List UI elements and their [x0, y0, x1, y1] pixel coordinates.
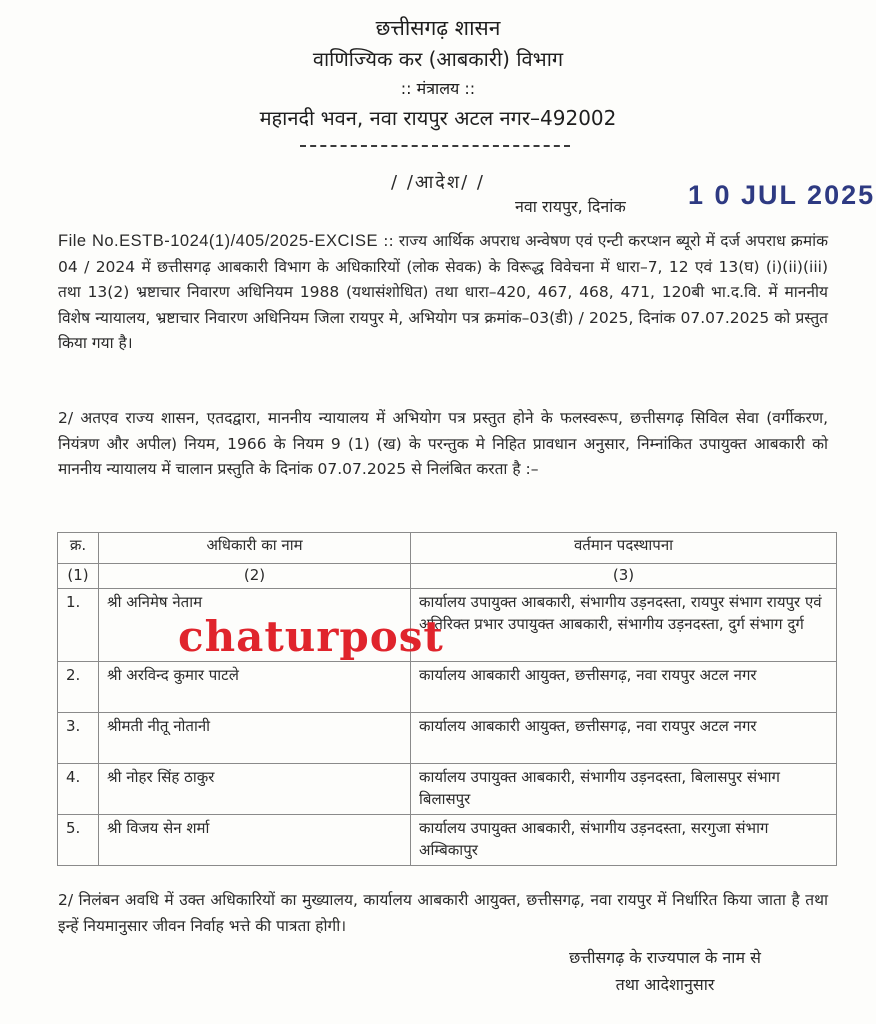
col-header-serial: क्र. [58, 533, 99, 564]
posting-cell: कार्यालय उपायुक्त आबकारी, संभागीय उड़नदस्ता, रायपुर संभाग रायपुर एवं अतिरिक्त प्रभार उपायुक्त आबकारी, संभागीय उड़नदस्ता, दुर्ग संभाग दुर्ग [411, 589, 837, 662]
index-cell: (3) [411, 564, 837, 589]
name-cell: श्री विजय सेन शर्मा [99, 815, 411, 866]
order-title: / /आदेश/ / [391, 172, 485, 193]
table-row [58, 815, 837, 866]
date-stamp: 1 0 JUL 2025 [688, 180, 876, 210]
department-name: वाणिज्यिक कर (आबकारी) विभाग [312, 47, 564, 71]
posting-cell: कार्यालय आबकारी आयुक्त, छत्तीसगढ़, नवा रायपुर अटल नगर [411, 713, 837, 764]
name-cell: श्रीमती नीतू नोतानी [99, 713, 411, 764]
serial-cell: 2. [58, 662, 99, 713]
col-header-name: अधिकारी का नाम [99, 533, 411, 564]
header-divider [300, 145, 570, 147]
paragraph-1 [58, 229, 828, 357]
table-row [58, 662, 837, 713]
officers-table [57, 532, 837, 866]
watermark-text: chaturpost [178, 612, 444, 661]
table-index-row [58, 564, 837, 589]
paragraph-3: 2/ निलंबन अवधि में उक्त अधिकारियों का मुख्यालय, कार्यालय आबकारी आयुक्त, छत्तीसगढ़, नवा रायपुर में निर्धारित किया जाता है तथा इन्हें नियमानुसार जीवन निर्वाह भत्ते की पात्रता होगी। [58, 891, 828, 935]
name-cell: श्री नोहर सिंह ठाकुर [99, 764, 411, 815]
table-row [58, 713, 837, 764]
table-row [58, 589, 837, 662]
serial-cell: 1. [58, 589, 99, 662]
col-header-posting: वर्तमान पदस्थापना [411, 533, 837, 564]
date-line: नवा रायपुर, दिनांक [515, 197, 626, 216]
address-line: महानदी भवन, नवा रायपुर अटल नगर–492002 [259, 106, 617, 130]
serial-cell: 5. [58, 815, 99, 866]
paragraph-2: 2/ अतएव राज्य शासन, एतदद्वारा, माननीय न्यायालय में अभियोग पत्र प्रस्तुत होने के फलस्वरूप, छत्तीसगढ़ सिविल सेवा (वर्गीकरण, नियंत्रण और अपील) नियम, 1966 के नियम 9 (1) (ख) के परन्तुक मे निहित प्रावधान अनुसार, निम्नांकित उपायुक्त आबकारी को माननीय न्यायालय में चालान प्रस्तुति के दिनांक 07.07.2025 से निलंबित करता है :– [58, 409, 828, 478]
posting-cell: कार्यालय उपायुक्त आबकारी, संभागीय उड़नदस्ता, सरगुजा संभाग अम्बिकापुर [411, 815, 837, 866]
index-cell: (2) [99, 564, 411, 589]
index-cell: (1) [58, 564, 99, 589]
file-number: File No.ESTB-1024(1)/405/2025-EXCISE [58, 232, 379, 250]
name-cell: श्री अनिमेष नेताम [99, 589, 411, 662]
posting-cell: कार्यालय आबकारी आयुक्त, छत्तीसगढ़, नवा रायपुर अटल नगर [411, 662, 837, 713]
table-row [58, 764, 837, 815]
ministry-label: :: मंत्रालय :: [400, 79, 476, 98]
name-cell: श्री अरविन्द कुमार पाटले [99, 662, 411, 713]
serial-cell: 3. [58, 713, 99, 764]
table-header-row [58, 533, 837, 564]
govt-name: छत्तीसगढ़ शासन [375, 16, 501, 40]
paragraph-1-text: :: राज्य आर्थिक अपराध अन्वेषण एवं एन्टी करप्शन ब्यूरो में दर्ज अपराध क्रमांक 04 / 2024 में छत्तीसगढ़ आबकारी विभाग के अधिकारियों (लोक सेवक) के विरूद्ध विवेचना में धारा–7, 12 एवं 13(घ) (i)(ii)(iii) तथा 13(2) भ्रष्टाचार निवारण अधिनियम 1988 (यथासंशोधित) तथा धारा–420, 467, 468, 471, 120बी भा.द.वि. में माननीय विशेष न्यायालय, भ्रष्टाचार निवारण अधिनियम जिला रायपुर मे, अभियोग पत्र क्रमांक–03(डी) / 2025, दिनांक 07.07.2025 को प्रस्तुत किया गया है। [58, 232, 829, 352]
serial-cell: 4. [58, 764, 99, 815]
signature-line-2: तथा आदेशानुसार [615, 975, 715, 994]
signature-line-1: छत्तीसगढ़ के राज्यपाल के नाम से [569, 948, 761, 967]
posting-cell: कार्यालय उपायुक्त आबकारी, संभागीय उड़नदस्ता, बिलासपुर संभाग बिलासपुर [411, 764, 837, 815]
